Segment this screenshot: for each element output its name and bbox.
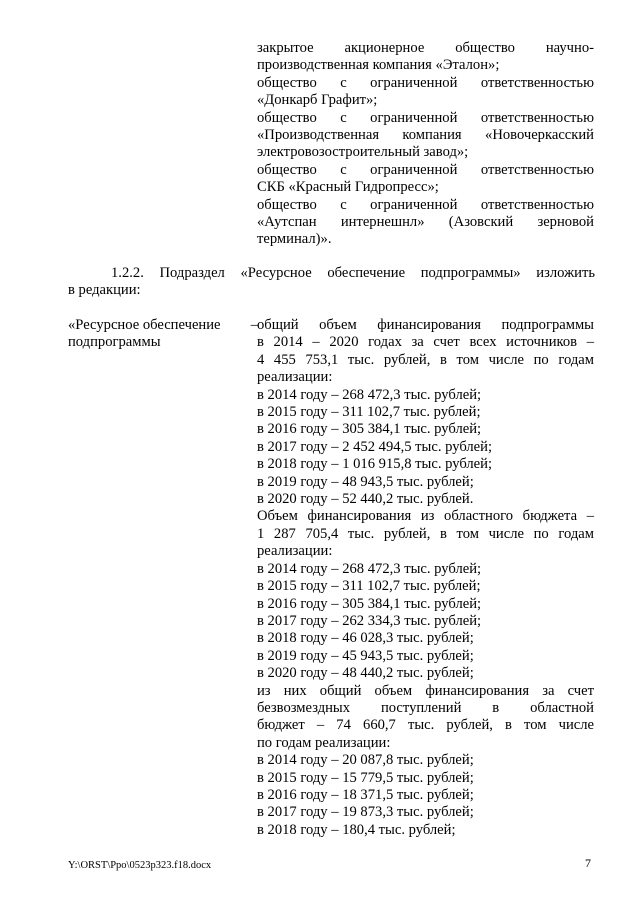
resource-line: в 2014 году – 268 472,3 тыс. рублей; [257, 560, 482, 577]
organization-line: общество с ограниченной ответственностью [257, 74, 594, 91]
resource-line: в 2018 году – 180,4 тыс. рублей; [257, 821, 456, 838]
resource-line: в 2014 году – 20 087,8 тыс. рублей; [257, 752, 474, 769]
resource-line: в 2018 году – 46 028,3 тыс. рублей; [257, 630, 474, 647]
organization-line: общество с ограниченной ответственностью [257, 161, 594, 178]
resource-line: в 2019 году – 48 943,5 тыс. рублей; [257, 473, 474, 490]
organization-item [257, 110, 594, 162]
resource-line: 4 455 753,1 тыс. рублей, в том числе по годам [257, 351, 594, 368]
organization-item [257, 197, 594, 249]
organization-list [257, 40, 594, 249]
resource-line: бюджет – 74 660,7 тыс. рублей, в том числе [257, 717, 594, 734]
organization-line: закрытое акционерное общество научно- [257, 40, 594, 56]
paragraph-line: 1.2.2. Подраздел «Ресурсное обеспечение подпрограммы» изложить [111, 265, 595, 281]
resource-line: безвозмездных поступлений в областной [257, 699, 594, 716]
resource-line: в 2018 году – 1 016 915,8 тыс. рублей; [257, 456, 493, 473]
resource-line: в 2014 году – 268 472,3 тыс. рублей; [257, 386, 482, 403]
resource-line: в 2014 – 2020 годах за счет всех источников – [257, 334, 594, 351]
organization-item [257, 162, 594, 197]
resource-line: реализации: [257, 543, 333, 560]
resource-line: в 2016 году – 18 371,5 тыс. рублей; [257, 786, 474, 803]
resource-line: реализации: [257, 369, 333, 386]
resource-label-line2: подпрограммы [68, 334, 161, 351]
organization-item [257, 40, 594, 75]
resource-line: в 2016 году – 305 384,1 тыс. рублей; [257, 421, 482, 438]
organization-line: «Аутспан интернешнл» (Азовский зерновой [257, 214, 594, 231]
organization-line: электровозостроительный завод»; [257, 144, 469, 161]
resource-provision-text [257, 317, 594, 839]
resource-label-text: «Ресурсное обеспечение [68, 317, 221, 333]
organization-line: «Производственная компания «Новочеркасский [257, 127, 594, 144]
resource-line: в 2016 году – 305 384,1 тыс. рублей; [257, 595, 482, 612]
resource-label [68, 317, 258, 352]
organization-line: производственная компания «Эталон»; [257, 57, 500, 74]
resource-line: Объем финансирования из областного бюджета – [257, 508, 594, 525]
paragraph-1-2-2 [68, 265, 595, 300]
resource-line: в 2015 году – 311 102,7 тыс. рублей; [257, 404, 481, 421]
resource-line: по годам реализации: [257, 734, 391, 751]
page-number: 7 [585, 856, 591, 870]
footer-file-path: Y:\ORST\Ppo\0523p323.f18.docx [68, 860, 212, 871]
organization-line: «Донкарб Графит»; [257, 92, 378, 109]
resource-line: 1 287 705,4 тыс. рублей, в том числе по годам [257, 525, 594, 542]
resource-line: в 2020 году – 48 440,2 тыс. рублей; [257, 665, 474, 682]
resource-line: в 2017 году – 2 452 494,5 тыс. рублей; [257, 438, 493, 455]
resource-line: в 2017 году – 262 334,3 тыс. рублей; [257, 612, 482, 629]
resource-line: в 2020 году – 52 440,2 тыс. рублей. [257, 491, 474, 508]
resource-line: в 2019 году – 45 943,5 тыс. рублей; [257, 647, 474, 664]
organization-line: общество с ограниченной ответственностью [257, 196, 594, 213]
organization-item [257, 75, 594, 110]
resource-line: общий объем финансирования подпрограммы [257, 317, 594, 333]
organization-line: терминал)». [257, 231, 332, 248]
resource-line: в 2015 году – 15 779,5 тыс. рублей; [257, 769, 474, 786]
resource-line: в 2015 году – 311 102,7 тыс. рублей; [257, 578, 481, 595]
paragraph-line: в редакции: [68, 282, 141, 299]
resource-line: в 2017 году – 19 873,3 тыс. рублей; [257, 804, 474, 821]
resource-label-dash: – [250, 317, 258, 333]
resource-line: из них общий объем финансирования за счет [257, 682, 594, 699]
organization-line: общество с ограниченной ответственностью [257, 109, 594, 126]
organization-line: СКБ «Красный Гидропресс»; [257, 179, 439, 196]
